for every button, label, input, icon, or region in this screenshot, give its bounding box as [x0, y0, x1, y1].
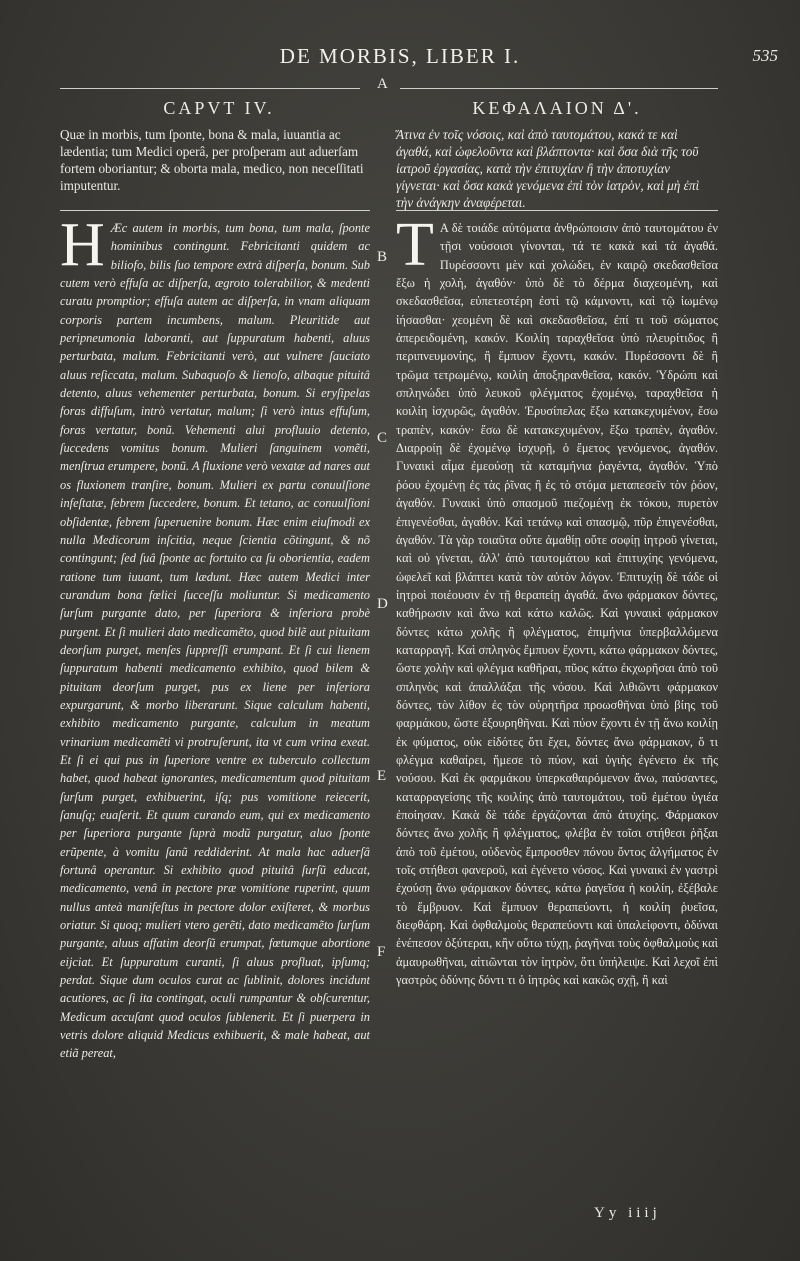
latin-chapter-title: CAPVT IV. — [163, 98, 275, 118]
greek-dropcap: Τ — [396, 211, 434, 279]
greek-chapter-title: ΚΕΦΑΛΑΙΟΝ Δ'. — [472, 98, 642, 118]
printer-signature: Yy iiij — [594, 1205, 661, 1221]
latin-dropcap: H — [60, 211, 105, 279]
greek-body-content: Α δὲ τοιάδε αὐτόματα ἀνθρώποισιν ἀπὸ ταυτομάτου ἐν τῇσι νούσοισι γίνονται, τά τε κακὰ καὶ τὰ ἀγαθά. Πυρέσσοντι μὲν καὶ χολώδει, ἐν καιρῷ σκεδασθεῖσα ἔξω ἡ χολὴ, ἀγαθόν· ὑπὸ δὲ τὸ δέρμα διαχεομένη, καὶ σκεδασθεῖσα, εὐπετεστέρη ἐστὶ τῷ κάμνοντι, καὶ τῷ ἰωμένῳ ἰήσασθαι· χεομένη δὲ καὶ σκεδασθεῖσα, ἐπί τι τοῦ σώματος ἀπερειδομένη, κακόν. Κοιλίη ταραχθεῖσα ὑπὸ πλευρίτιδος ἢ περιπνευμονίης, ἢ ἔμπυον ἔχοντι, κακόν. Πυρέσσοντι δὲ ἢ τρῶμα τετρωμένῳ, κοιλίη ἀποξηρανθεῖσα, κακόν. Ὑδρώπι καὶ σπληνώδει ὑπὸ λευκοῦ φλέγματος ἐχομένῳ, ταραχθεῖσα ἡ κοιλίη ἰσχυρῶς, ἀγαθόν. Ἐρυσίπελας ἔξω κατακεχυμένον, ἔσω τραπὲν, κακόν· ἔσω δὲ κατακεχυμένον, ἔξω τραπὲν, ἀγαθόν. Διαρροίῃ δὲ ἐχομένῳ ἰσχυρῇ, ὁ ἔμετος γενόμενος, ἀγαθόν. Γυναικὶ αἷμα ἐμεούσῃ τὰ καταμήνια ῥαγέντα, ἀγαθόν. Ὑπὸ ῥόου ἐχομένῃ ἐς τὰς ῥῖνας ἢ ἐς τὸ στόμα μεταπεσεῖν τὸν ῥόον, ἀγαθόν. Γυναικὶ ὑπὸ σπασμοῦ πιεζομένῃ ἐκ τόκου, πυρετὸν ἐπιγενέσθαι, ἀγαθόν. Καὶ τετάνῳ καὶ σπασμῷ, πῦρ ἐπιγενέσθαι, ἀγαθόν. Τὰ γὰρ τοιαῦτα οὔτε ἀμαθίῃ οὔτε σοφίῃ ἰητροῦ γίνεται, καὶ οὐ γίνεται, ἀλλ' ἀπὸ ταυτομάτου καὶ ἐπιτυχίης γενόμενα, ὠφελεῖ καὶ βλάπτει κατὰ τὸν αὐτὸν λόγον. Ἐπιτυχίῃ δὲ τάδε οἱ ἰητροὶ ποιέουσιν ἐν τῇ θεραπείῃ ἀγαθά. ἄνω φάρμακον δόντες, καθήρωσιν καὶ ἄνω καὶ κάτω καλῶς. Καὶ γυναικὶ φάρμακον δόντες κάτω χολῆς ἢ φλέγματος, ἐπιμήνια ὑπερβαλλόμενα καταρραγῆ. Καὶ σπληνὸς ἔμπυον ἔχοντι, κάτω φάρμακον δόντες, ὥστε χολὴν καὶ φλέγμα καθῆραι, πῦος κάτω ἐκχωρῆσαι ἀπὸ τοῦ σπληνὸς καὶ ἀπαλλάξαι τῆς νόσου. Καὶ λιθιῶντι φάρμακον δόντες, τὸν λίθον ἐς τὸν οὐρητῆρα προωσθῆναι ὑπὸ βίης τοῦ φαρμάκου, ὥστε ἐξουρηθῆναι. Καὶ πύον ἔχοντι ἐν τῇ ἄνω κοιλίῃ ἐκ φύματος, οὐκ εἰδότες ὅτι ἔχει, δόντες ἄνω φάρμακον, ὅ τι φλέγμα καθαίρει, ἤμεσε τὸ πύον, καὶ ὑγιὴς ἐγένετο ἐκ τῆς νούσου. Καὶ ἐκ φαρμάκου ὑπερκαθαιρόμενον ἄνω, παύσαντες, καταρραγείσης τῆς κοιλίης ἀπὸ ταυτομάτου, τοῦ ἐμέτου ὑγιέα ἐποίησαν. Κακὰ δὲ τάδε ἐργάζονται ἀπὸ ἀτυχίης. Φάρμακον δόντες ἄνω χολῆς ἢ φλέγματος, φλέβα ἐν τοῖσι στήθεσι ῥῆξαι ἀπὸ τοῦ ἐμέτου, οὐδενὸς ἔμπροσθεν πόνου ὄντος ἀλγήματος ἐν τοῖς στήθεσι φανεροῦ, καὶ ἐγένετο νόσος. Καὶ γυναικὶ ἐν γαστρὶ ἐχούσῃ ἄνω φάρμακον δόντες, κάτω ῥαγεῖσα ἡ κοιλίη, ἐξέβαλε τὸ ἔμβρυον. Καὶ ἔμπυον θεραπεύοντι, ἡ κοιλίη ῥυεῖσα, διεφθάρη. Καὶ ὀφθαλμοὺς θεραπεύοντι καὶ ὑπαλείφοντι, ὀδύναι ἐνέπεσον ὀξύτεραι, κἢν οὕτω τύχῃ, ῥαγῆναι τοὺς ὀφθαλμοὺς καὶ ἀμαυρωθῆναι, αἰτιῶνται τὸν ἰητρὸν, ὅτι ὑπήλειψε. Καὶ λεχοῖ ἐπὶ γαστρὸς ὀδύνης δόντι τι ὁ ἰητρὸς καὶ κακῶς σχῇ, ἢ καὶ — [396, 221, 719, 988]
header-rule-left — [60, 88, 360, 89]
margin-letter-e: E — [377, 768, 387, 784]
greek-body-text — [396, 211, 719, 989]
header-rule-right — [400, 88, 718, 89]
greek-chapter-summary: Ἅτινα ἐν τοῖς νόσοις, καὶ ἀπὸ ταυτομάτου, κακά τε καὶ ἀγαθά, καὶ ὠφελοῦντα καὶ βλάπτοντα· καὶ ὅσα διὰ τῆς τοῦ ἰατροῦ ἐργασίας, κατὰ τὴν ἐπιτυχίαν ἢ τὴν ἀποτυχίαν γίγνεται· καὶ ὅσα κακὰ γενόμενα ἐπὶ τὸν ἰατρὸν, καὶ μὴ ἐπὶ τὴν ἀνάγκην ἀναφέρεται. — [396, 127, 700, 210]
margin-letter-b: B — [377, 249, 388, 265]
running-title: DE MORBIS, LIBER I. — [279, 44, 521, 68]
margin-letter-c: C — [377, 430, 388, 446]
margin-letter-f: F — [377, 944, 386, 960]
latin-body-content: Æc autem in morbis, tum bona, tum mala, ſponte hominibus contingunt. Febricitanti quidem ac biliofo, bilis ſuo tempore extrà diſperſa, bonum. Sub cutem verò effuſa ac diſperſa, ægroto tolerabilior, & medenti curatu promptior; effuſa autem ac diſperſa, in vnam aliquam corporis partem incumbens, malum. Pleuritide aut peripneumonia laboranti, aut ſuppuratum habenti, aluus perturbata, malum. Febricitanti verò, aut vulnere ſauciato aluus reſiccata, malum. Subaquoſo & lienoſo, albaque pituitâ detento, aluus vehementer perturbata, bonum. Si eryſipelas foras diffuſum, intrò vertatur, malum; ſi verò intus effuſum, foras vertatur, bonũ. Vehementi alui profluuio detento, ſuccedens vomitus bonum. Mulieri ſanguinem vomẽti, menſtrua erumpere, bonũ. A fluxione verò vexatæ ad nares aut os fluxionem tranſire, bonum. Mulieri ex partu conuulſione infeſtatæ, febrem ſuccedere, bonum. Et tetano, ac conuulſioni obſidentæ, febrem ſuperuenire bonum. Hæc enim eiuſmodi ex nulla Medicorum inſcitia, neque ſcientia cõtingunt, & nõ contingunt; ſed ſuâ ſponte ac fortuito ca ſu oborientia, eadem ratione tum iuuant, tum lædunt. Hæc autem Medici inter curandum bona fœlici ſucceſſu moliuntur. Si medicamento ſurſum purgante dato, per ſuperiora & inferiora probè purgent. Et ſi mulieri dato medicamẽto, quod bilẽ aut pituitam deorſum purget, menſes ſuppreſſi erumpant. Et ſi cui lienem ſuppuratum habenti medicamento exhibito, quod bilem & pituitam deorſum purget, pus ex liene per inferiora expurgarunt, & morbo liberarunt. Sique calculum habenti, exhibito medicamento purgante, calculum in meatum vrinarium medicamẽti vi protruſerunt, ita vt cum vrina exeat. Et ſi ei qui pus in ſuperiore ventre ex tuberculo collectum habet, quod habeat ignorantes, medicamentum quod pituitam ſurſum purget, exhibuerint, iſq; pus vomitione reiecerit, ſanuſq; euaſerit. Et quum curando eum, qui ex medicamento per ſuperiora purgante ſuprà modũ purgatur, aluo ſponte erũpente, à vomitu ſanũ reddiderint. At mala hac aduerſâ fortunâ operantur. Si exhibito quod pituitâ ſurſũ educat, medicamento, venâ in pectore præ vomitione ruperint, quum nullus anteà manifeſtus in pectore dolor exiſteret, & morbus oriatur. Si quoq; mulieri vtero gerẽti, dato medicamẽto ſurſum purgante, aluus affatim deorſũ erumpat, fœtumque abortione eijciat. Et ſuppuratum curanti, ſi aluus profluat, ipſumq; perdat. Sique dum oculos curat ac ſublinit, dolores incidunt acutiores, ac ſi ita contingat, oculi rumpantur & obſcurentur, Medicum accuſant quod oculos ſublenerit. Et ſi puerpera in vetris dolore aliquid Medicus exhibuerit, & male habeat, aut etiã pereat, — [60, 221, 370, 1061]
summary-rule-right — [396, 210, 718, 211]
page-number: 535 — [752, 46, 778, 65]
latin-body-text — [60, 211, 370, 1063]
latin-chapter-summary: Quæ in morbis, tum ſponte, bona & mala, iuuantia ac lædentia; tum Medici operâ, per proſperam aut aduerſam fortem oboriantur; & oborta mala, medico, non neceſſitati imputentur. — [60, 127, 364, 193]
signature-mark: A — [377, 76, 388, 92]
summary-rule-left — [60, 210, 370, 211]
margin-letter-d: D — [377, 596, 388, 612]
